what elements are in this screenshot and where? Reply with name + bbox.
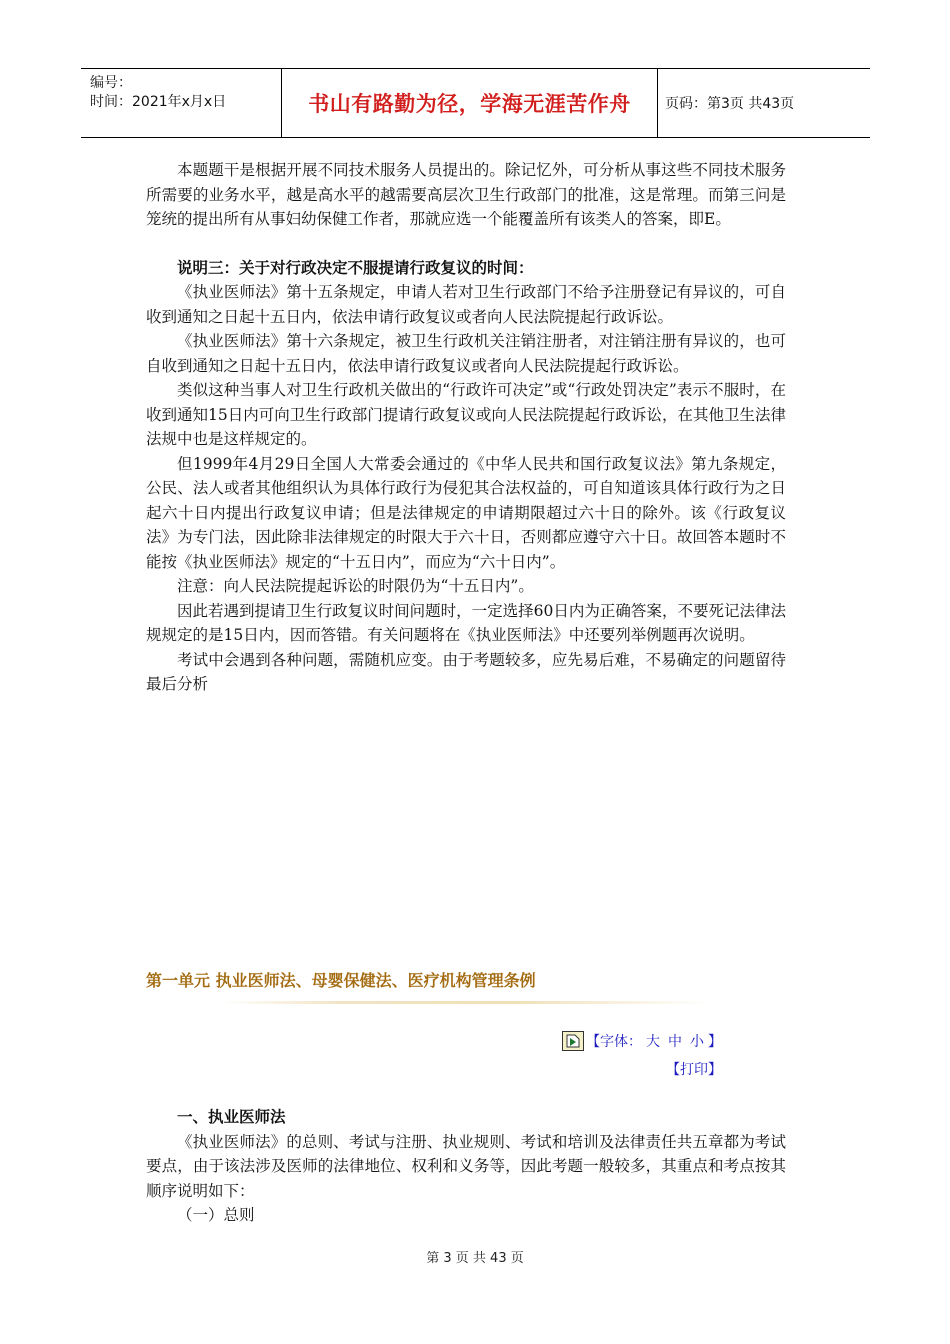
page-footer: 第 3 页 共 43 页: [426, 1251, 524, 1266]
section1-intro: 《执业医师法》的总则、考试与注册、执业规则、考试和培训及法律责任共五章都为考试要点，由于该法涉及医师的法律地位、权利和义务等，因此考题一般较多，其重点和考点按其顺序说明如下：: [146, 1132, 786, 1200]
section3-title: 说明三：关于对行政决定不服提请行政复议的时间：: [177, 258, 534, 277]
print-link[interactable]: 【打印】: [666, 1062, 722, 1078]
paragraph-2: 《执业医师法》第十五条规定，申请人若对卫生行政部门不给予注册登记有异议的，可自收到通知之日起十五日内，依法申请行政复议或者向人民法院提起行政诉讼。: [146, 283, 786, 326]
paragraph-1: 本题题干是根据开展不同技术服务人员提出的。除记忆外，可分析从事这些不同技术服务所需要的业务水平，越是高水平的越需要高层次卫生行政部门的批准，这是常理。而第三问是笼统的提出所有从事妇幼保健工作者，那就应选一个能覆盖所有该类人的答案，即E。: [146, 161, 786, 228]
header-meta-cell: [81, 69, 282, 137]
print-row: [562, 1055, 722, 1083]
section1-title: 一、执业医师法: [177, 1108, 286, 1126]
font-medium-link[interactable]: 中: [668, 1034, 682, 1050]
number-label: 编号：: [90, 75, 132, 91]
font-large-link[interactable]: 大: [646, 1034, 660, 1050]
paragraph-4: 类似这种当事人对卫生行政机关做出的“行政许可决定”或“行政处罚决定”表示不服时，在收到通知15日内可向卫生行政部门提请行政复议或向人民法院提起行政诉讼，在其他卫生法律法规中也是这样规定的。: [146, 381, 786, 448]
font-small-link[interactable]: 小: [690, 1034, 704, 1050]
motto-text: 书山有路勤为径，学海无涯苦作舟: [308, 92, 631, 116]
header-page-cell: [665, 69, 870, 137]
page-tools: [562, 1027, 722, 1083]
date-label: 时间：2021年x月x日: [90, 94, 227, 110]
page-info: 页码：第3页 共43页: [665, 96, 795, 112]
section1-sub: （一）总则: [177, 1206, 255, 1224]
header-motto-cell: [282, 69, 658, 137]
paragraph-7: 因此若遇到提请卫生行政复议时间问题时，一定选择60日内为正确答案，不要死记法律法规规定的是15日内，因而答错。有关问题将在《执业医师法》中还要列举例题再次说明。: [146, 601, 786, 644]
paragraph-3: 《执业医师法》第十六条规定，被卫生行政机关注销注册者，对注销注册有异议的，也可自收到通知之日起十五日内，依法申请行政复议或者向人民法院提起行政诉讼。: [146, 332, 786, 375]
font-label-close: 】: [708, 1034, 722, 1050]
paragraph-8: 考试中会遇到各种问题，需随机应变。由于考题较多，应先易后难，不易确定的问题留待最后分析: [146, 650, 786, 693]
header-table: [81, 68, 870, 138]
paragraph-6: 注意：向人民法院提起诉讼的时限仍为“十五日内”。: [177, 577, 534, 595]
section-1: [146, 1105, 786, 1228]
font-size-row: [562, 1027, 722, 1055]
font-label-open: 【字体：: [586, 1034, 642, 1050]
paragraph-5: 但1999年4月29日全国人大常委会通过的《中华人民共和国行政复议法》第九条规定，公民、法人或者其他组织认为具体行政行为侵犯其合法权益的，可自知道该具体行政行为之日起六十日内提出行政复议申请；但是法律规定的申请期限超过六十日的除外。该《行政复议法》为专门法，因此除非法律规定的时限大于六十日，否则都应遵守六十日。故回答本题时不能按《执业医师法》规定的“十五日内”，而应为“六十日内”。: [146, 454, 786, 571]
document-arrow-icon[interactable]: [562, 1031, 584, 1051]
main-content: [146, 158, 786, 697]
unit-divider: [220, 1001, 710, 1004]
unit-title: 第一单元 执业医师法、母婴保健法、医疗机构管理条例: [146, 971, 536, 990]
